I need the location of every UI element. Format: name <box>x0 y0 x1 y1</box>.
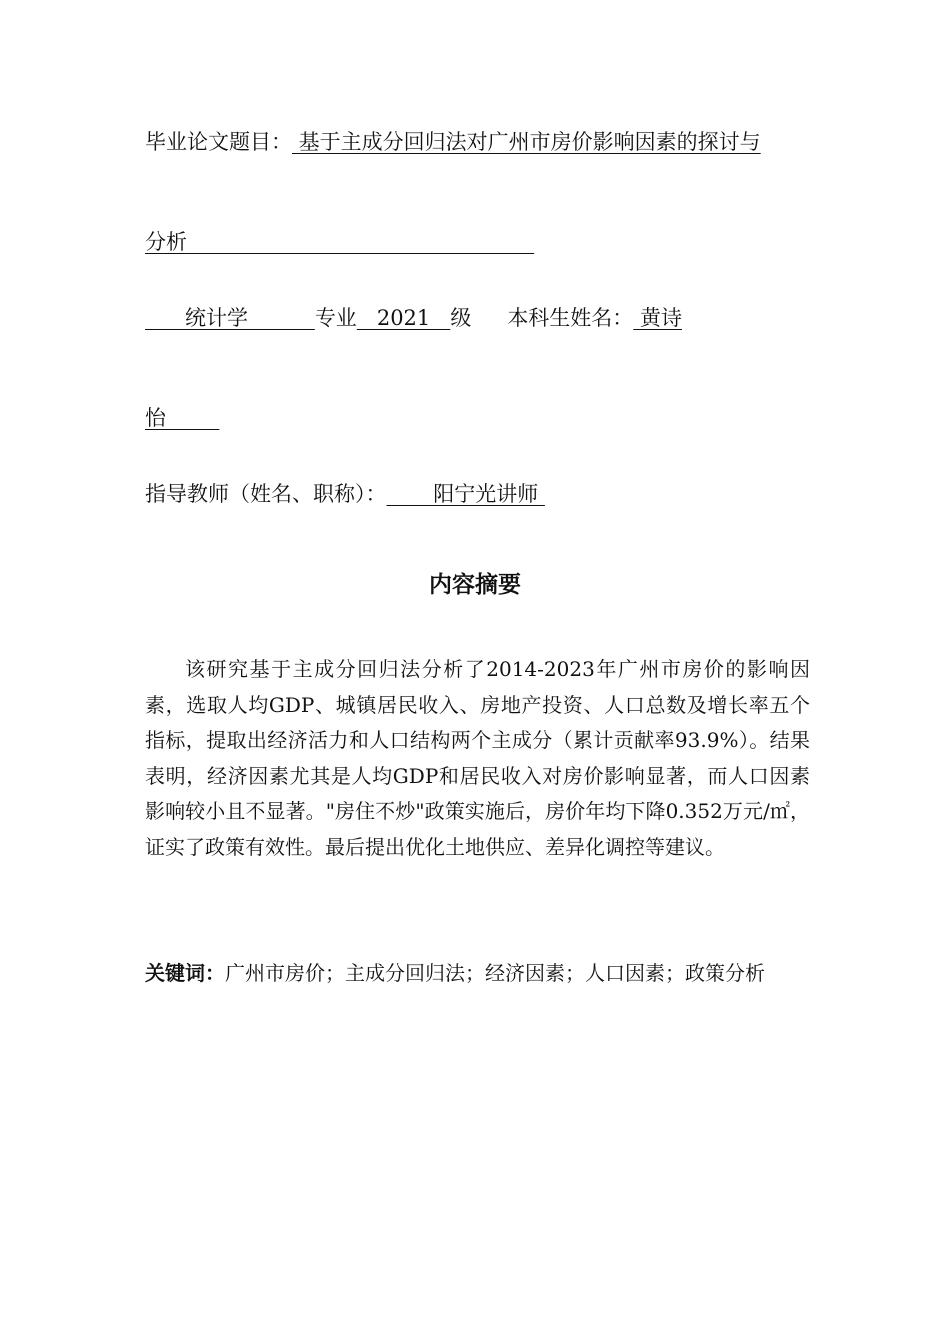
major-value: 统计学 <box>145 306 315 330</box>
thesis-title-label: 毕业论文题目： <box>145 130 292 154</box>
thesis-title-value: 基于主成分回归法对广州市房价影响因素的探讨与 <box>292 130 761 154</box>
abstract-body: 该研究基于主成分回归法分析了2014-2023年广州市房价的影响因素，选取人均GDP、城镇居民收入、房地产投资、人口总数及增长率五个指标，提取出经济活力和人口结构两个主成分（累计贡献率93.9%）。结果表明，经济因素尤其是人均GDP和居民收入对房价影响显著，而人口因素影响较小且不显著。"房住不炒"政策实施后，房价年均下降0.352万元/㎡，证实了政策有效性。最后提出优化土地供应、差异化调控等建议。 <box>145 657 810 859</box>
keywords-label: 关键词： <box>145 961 225 985</box>
student-name-value: 黄诗 <box>633 306 682 330</box>
student-name-row-continued <box>145 404 219 432</box>
student-name-value-continued: 怡 <box>145 406 220 430</box>
advisor-label: 指导教师（姓名、职称）： <box>145 482 387 506</box>
major-student-row <box>145 304 682 332</box>
student-name-label: 本科生姓名： <box>507 306 634 330</box>
thesis-title-row <box>145 128 761 156</box>
year-value: 2021 <box>356 306 451 330</box>
major-label: 专业 <box>314 306 357 330</box>
keywords-value: 广州市房价；主成分回归法；经济因素；人口因素；政策分析 <box>225 961 765 985</box>
thesis-title-row-continued <box>145 228 534 256</box>
year-label: 级 <box>450 306 472 330</box>
advisor-row <box>145 480 545 508</box>
advisor-value: 阳宁光讲师 <box>386 482 545 506</box>
abstract-heading: 内容摘要 <box>429 572 521 598</box>
keywords-row <box>145 956 810 992</box>
thesis-title-value-continued: 分析 <box>145 230 535 254</box>
